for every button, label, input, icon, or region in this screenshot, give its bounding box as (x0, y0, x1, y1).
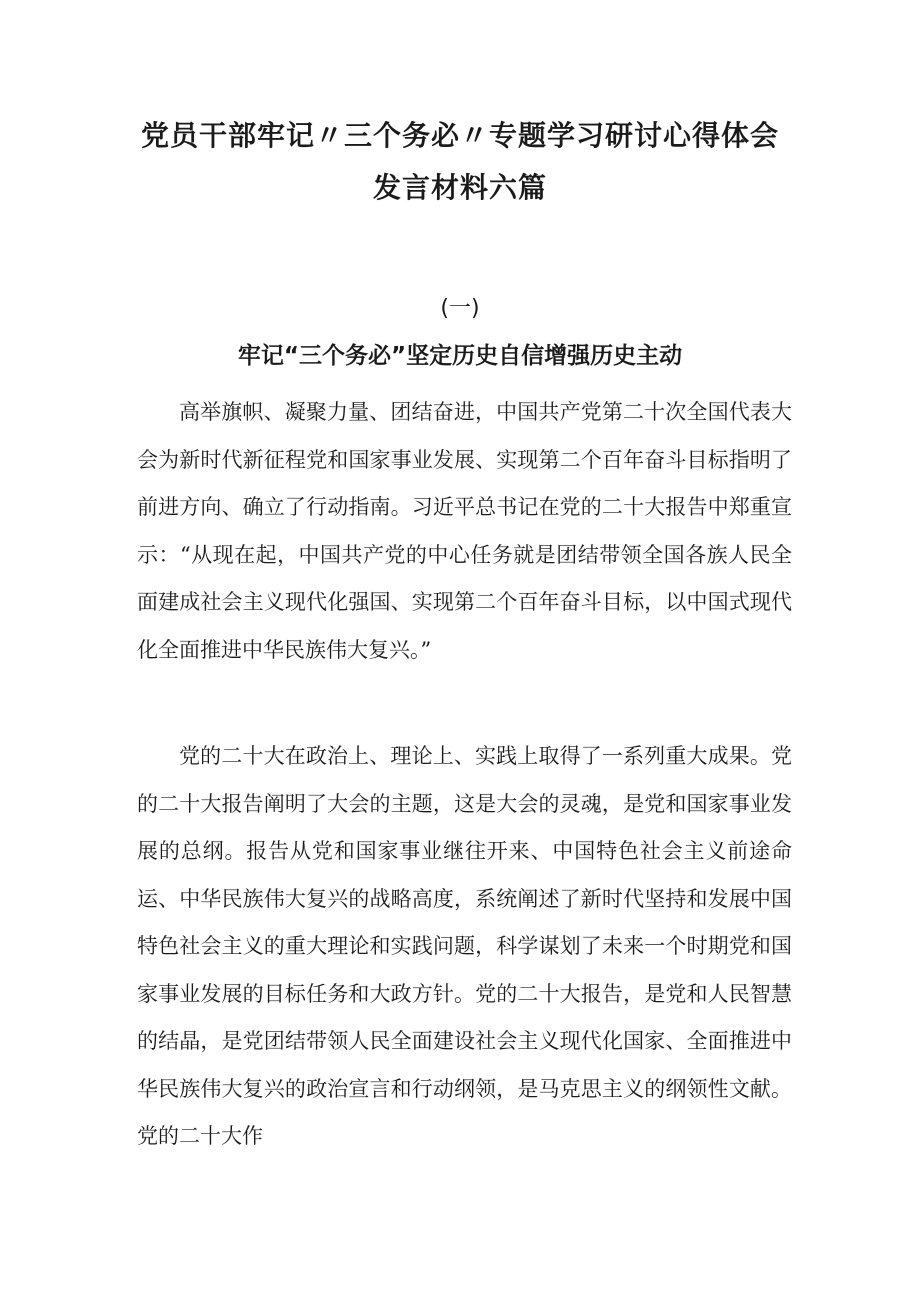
section-title: 牢记“三个务必”坚定历史自信增强历史主动 (237, 343, 683, 369)
body-paragraph-2: 党的二十大在政治上、理论上、实践上取得了一系列重大成果。党的二十大报告阐明了大会的主题，这是大会的灵魂，是党和国家事业发展的总纲。报告从党和国家事业继往开来、中国特色社会主义前途命运、中华民族伟大复兴的战略高度，系统阐述了新时代坚持和发展中国特色社会主义的重大理论和实践问题，科学谋划了未来一个时期党和国家事业发展的目标任务和大政方针。党的二十大报告，是党和人民智慧的结晶，是党团结带领人民全面建设社会主义现代化国家、全面推进中华民族伟大复兴的政治宣言和行动纲领，是马克思主义的纲领性文献。党的二十大作 (137, 744, 792, 1148)
document-title-line-1: 党员干部牢记〃三个务必〃专题学习研讨心得体会 (140, 119, 779, 152)
document-title-line-2: 发言材料六篇 (372, 171, 547, 204)
section-number: (一) (440, 296, 480, 321)
body-paragraph-1: 高举旗帜、凝聚力量、团结奋进，中国共产党第二十次全国代表大会为新时代新征程党和国家事业发展、实现第二个百年奋斗目标指明了前进方向、确立了行动指南。习近平总书记在党的二十大报告中郑重宣示：“从现在起，中国共产党的中心任务就是团结带领全国各族人民全面建成社会主义现代化强国、实现第二个百年奋斗目标，以中国式现代化全面推进中华民族伟大复兴。” (137, 400, 792, 662)
